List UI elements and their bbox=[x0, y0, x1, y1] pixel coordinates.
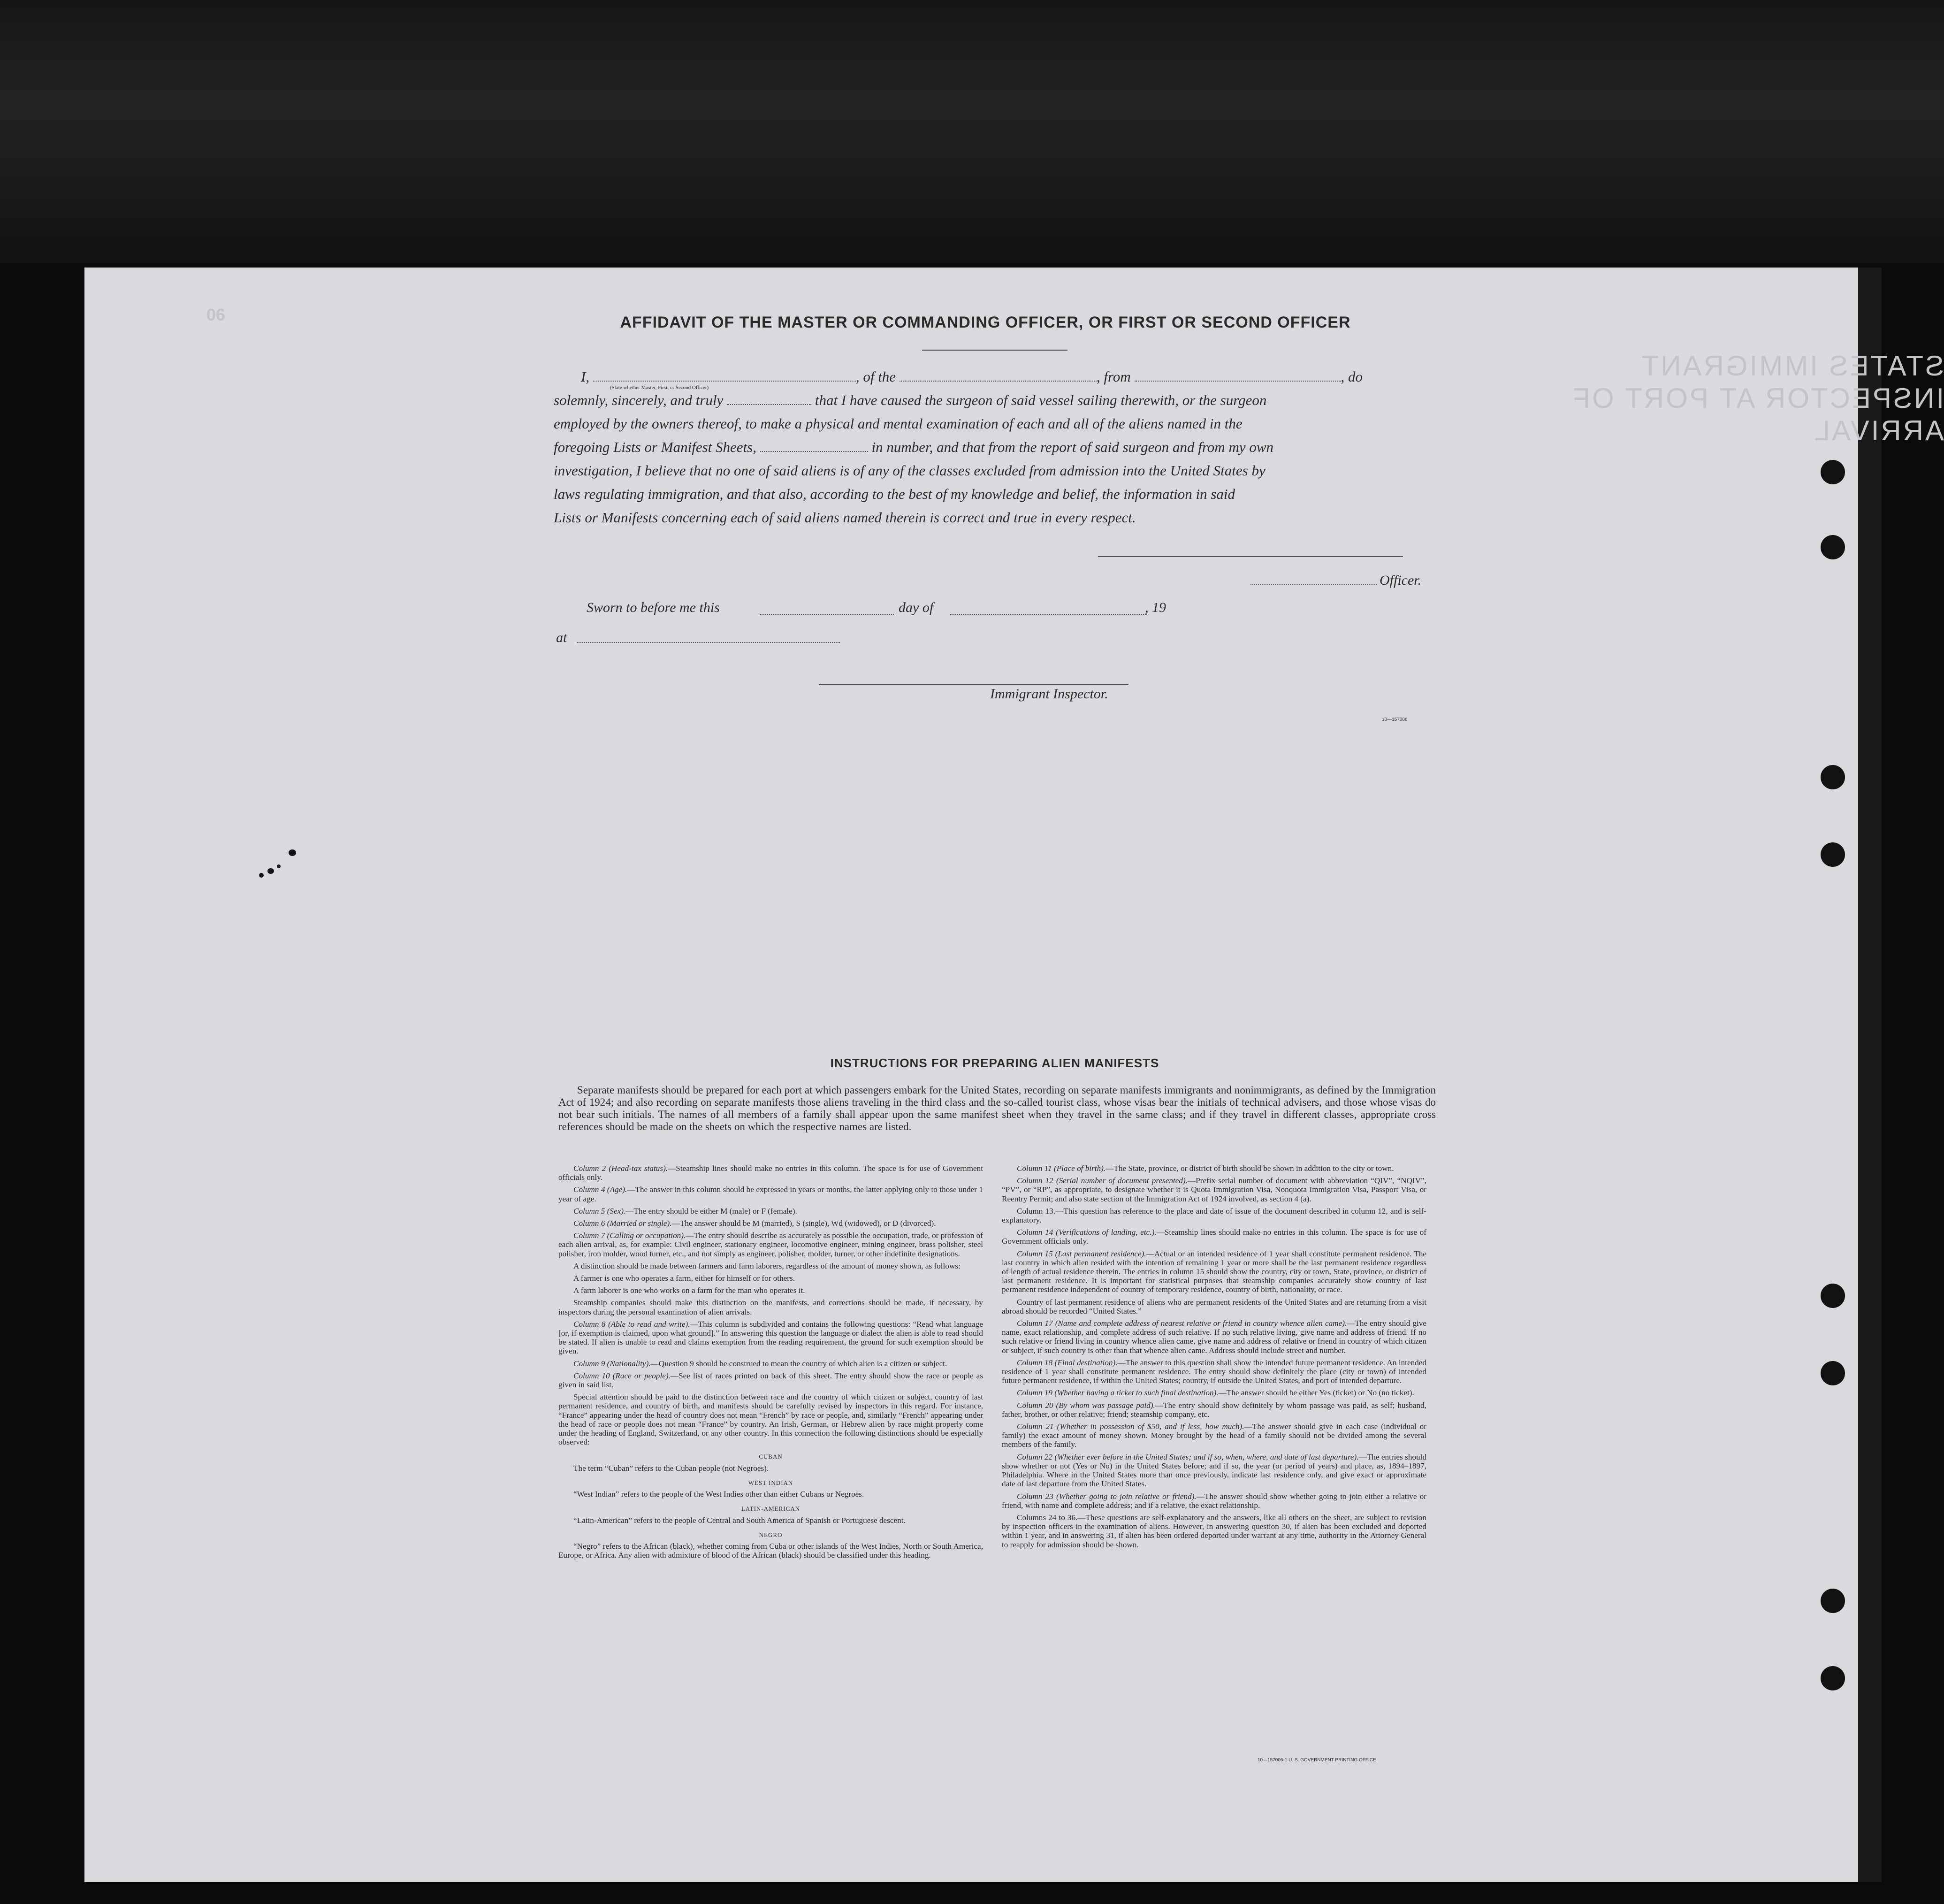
column-text: —The entry should be either M (male) or F (female). bbox=[625, 1206, 797, 1216]
column-6-instruction bbox=[558, 1219, 983, 1228]
column-12-instruction bbox=[1002, 1176, 1426, 1203]
place-blank bbox=[577, 642, 840, 643]
scanner-background bbox=[0, 0, 1944, 263]
instructions-intro: Separate manifests should be prepared for each port at which passengers embark for the United States, recording on separate manifests immigrants and nonimmigrants, as defined by the Immigration Act of 1924; and also recording on separate manifests those aliens traveling in the third class and the so-called tourist class, whose visas bear the initials of technical advisers, and those whose visas do not bear such initials. The names of all members of a family shall appear upon the same manifest sheet when they travel in the same class; and if they travel in different classes, appropriate cross references should be made on the sheets on which the respective names are listed. bbox=[558, 1084, 1436, 1132]
bleed-through-list-number: 06 bbox=[206, 305, 226, 324]
cuban-definition: The term “Cuban” refers to the Cuban people (not Negroes). bbox=[573, 1463, 769, 1473]
column-heading: Column 21 (Whether in possession of $50, and if less, how much). bbox=[1017, 1422, 1244, 1431]
column-13-instruction: Column 13.—This question has reference to the place and date of issue of the document described in column 12, and is self-explanatory. bbox=[1002, 1206, 1426, 1225]
column-23-instruction bbox=[1002, 1492, 1426, 1510]
sheet-count-blank bbox=[760, 441, 868, 452]
column-text: —The answer in this column should be expressed in years or months, the latter applying only to those under 1 year of age. bbox=[558, 1185, 983, 1203]
affidavit-line-6: laws regulating immigration, and that also, according to the best of my knowledge and belief, the information in said bbox=[554, 486, 1235, 502]
latin-american-heading: LATIN-AMERICAN bbox=[741, 1505, 800, 1513]
day-of-label: day of bbox=[899, 600, 934, 615]
officer-rank-hint: (State whether Master, First, or Second Officer) bbox=[610, 385, 709, 390]
affidavit-line-4 bbox=[554, 436, 1436, 459]
column-text: —Question 9 should be construed to mean the country of which alien is a citizen or subject. bbox=[650, 1359, 947, 1368]
page-edge-shadow bbox=[1858, 268, 1882, 1882]
punch-hole bbox=[1821, 765, 1845, 789]
column-heading: Column 10 (Race or people). bbox=[573, 1371, 671, 1380]
officer-label: Officer. bbox=[1380, 573, 1422, 588]
farm-note: A distinction should be made between farmers and farm laborers, regardless of the amount of money shown, as follows: bbox=[573, 1261, 961, 1270]
ink-spot bbox=[259, 873, 264, 878]
column-text: —The entries should show whether or not (Yes or No) in the United States before; and if so, the year (or period of years) and place, as, 1894–1897, Philadelphia. Where in the United States more than once previously, indicate last residence only, and give exact or approximate date of last departure from the United States. bbox=[1002, 1452, 1426, 1489]
column-10-instruction bbox=[558, 1371, 983, 1389]
affidavit-text: foregoing Lists or Manifest Sheets, bbox=[554, 439, 756, 455]
affidavit-text: in number, and that from the report of said surgeon and from my own bbox=[871, 439, 1274, 455]
column-11-instruction bbox=[1002, 1164, 1426, 1173]
column-heading: Column 22 (Whether ever before in the United States; and if so, when, where, and date of last departure). bbox=[1017, 1452, 1359, 1461]
port-from-blank bbox=[1135, 370, 1341, 382]
affidavit-text: , do bbox=[1341, 368, 1363, 385]
officer-rank-blank bbox=[593, 370, 856, 382]
instructions-right-column bbox=[1002, 1164, 1426, 1552]
column-heading: Column 19 (Whether having a ticket to such final destination). bbox=[1017, 1388, 1219, 1398]
affidavit-text: , from bbox=[1096, 368, 1131, 385]
column-5-instruction bbox=[558, 1207, 983, 1216]
punch-hole bbox=[1821, 535, 1845, 559]
farm-note: A farm laborer is one who works on a farm for the man who operates it. bbox=[573, 1286, 805, 1295]
column-heading: Column 18 (Final destination). bbox=[1017, 1358, 1118, 1367]
farm-note: A farmer is one who operates a farm, either for himself or for others. bbox=[573, 1274, 795, 1283]
affidavit-text: I, bbox=[581, 368, 590, 385]
column-19-instruction bbox=[1002, 1388, 1426, 1397]
column-text: —The answer should be either Yes (ticket) or No (no ticket). bbox=[1218, 1388, 1414, 1398]
sworn-label: Sworn to before me this bbox=[587, 600, 720, 615]
negro-definition: “Negro” refers to the African (black), whether coming from Cuba or other islands of the West Indies, North or South America, Europe, or Africa. Any alien with admixture of blood of the African (black) should be classified under this heading. bbox=[558, 1541, 983, 1560]
column-text: —The State, province, or district of birth should be shown in addition to the city or town. bbox=[1105, 1164, 1394, 1173]
instructions-title: INSTRUCTIONS FOR PREPARING ALIEN MANIFESTS bbox=[830, 1056, 1159, 1070]
column-14-instruction bbox=[1002, 1228, 1426, 1246]
column-heading: Column 17 (Name and complete address of nearest relative or friend in country whence alien came). bbox=[1017, 1319, 1347, 1328]
affidavit-line-5: investigation, I believe that no one of said aliens is of any of the classes excluded from admission into the United States by bbox=[554, 462, 1266, 479]
printing-office-footer: 10—157006-1 U. S. GOVERNMENT PRINTING OFFICE bbox=[1258, 1758, 1376, 1763]
punch-hole bbox=[1821, 1284, 1845, 1308]
column-text: —The answer should show whether going to join either a relative or friend, with name and complete address; and if a relative, the exact relationship. bbox=[1002, 1491, 1426, 1510]
column-heading: Column 20 (By whom was passage paid). bbox=[1017, 1400, 1155, 1410]
column-17-instruction bbox=[1002, 1319, 1426, 1355]
sworn-month-blank bbox=[950, 614, 1147, 615]
column-18-instruction bbox=[1002, 1358, 1426, 1385]
punch-hole bbox=[1821, 1666, 1845, 1690]
punch-hole bbox=[1821, 460, 1845, 484]
column-text: —Steamship lines should make no entries in this column. The space is for use of Government officials only. bbox=[1002, 1228, 1426, 1246]
column-text: —The entry should describe as accurately as possible the occupation, trade, or profession of each alien arrival, as, for example: Civil engineer, stationary engineer, locomotive engineer, mining engineer, brass polisher, steel polisher, iron molder, wood turner, etc., and not simply as engineer, polisher, molder, turner, or other indefinite designations. bbox=[558, 1231, 983, 1258]
at-label: at bbox=[556, 630, 567, 645]
column-21-instruction bbox=[1002, 1422, 1426, 1449]
columns-24-36-instruction: Columns 24 to 36.—These questions are self-explanatory and the answers, like all others on the sheet, are subject to revision by inspection officers in the examination of aliens. However, in answering question 30, if alien has been excluded and deported within 1 year, and in answering 31, if alien has been ordered deported under warrant at any time, authority in the Attorney General to reapply for admission should be shown. bbox=[1002, 1513, 1426, 1549]
affidavit-text: that I have caused the surgeon of said vessel sailing therewith, or the surgeon bbox=[815, 392, 1267, 408]
column-heading: Column 5 (Sex). bbox=[573, 1206, 626, 1216]
column-text: —See list of races printed on back of this sheet. The entry should show the race or people as given in said list. bbox=[558, 1371, 983, 1390]
ink-spot bbox=[277, 864, 281, 868]
punch-hole bbox=[1821, 842, 1845, 867]
farm-note: Steamship companies should make this distinction on the manifests, and corrections should be made, if necessary, by inspectors during the personal examination of alien arrivals. bbox=[558, 1298, 983, 1316]
column-8-instruction bbox=[558, 1320, 983, 1356]
column-20-instruction bbox=[1002, 1401, 1426, 1419]
affidavit-line-3: employed by the owners thereof, to make a physical and mental examination of each and all of the aliens named in the bbox=[554, 415, 1243, 432]
column-text: —This column is subdivided and contains the following questions: “Read what language [or, if exemption is claimed, upon what ground].” In answering this question the language or dialect the alien is able to read should be stated. If alien is unable to read and claims exemption from the reading requirement, the ground for such exemption should be given. bbox=[558, 1319, 983, 1356]
bleed-through-header: STATES IMMIGRANT INSPECTOR AT PORT OF ARRIVAL bbox=[1571, 350, 1944, 446]
punch-hole bbox=[1821, 1361, 1845, 1385]
title-rule bbox=[922, 350, 1067, 351]
column-text: —The answer should give in each case (individual or family) the exact amount of money shown. Money brought by the head of a family should not be divided among the several members of the family. bbox=[1002, 1422, 1426, 1449]
punch-hole bbox=[1821, 1589, 1845, 1613]
master-signature-line bbox=[1098, 556, 1403, 557]
form-code: 10—157006 bbox=[1382, 717, 1408, 722]
race-distinction-note: Special attention should be paid to the distinction between race and the country of which citizen or subject, country of last permanent residence, and country of birth, and manifests should be carefully revised by inspectors in this regard. For instance, “France” appearing under the head of country does not mean “French” by race or people, and, similarly “French” appearing under the head of race or people does not mean “France” by country. An Irish, German, or Hebrew alien by race might properly come under the heading of England, Switzerland, or any other country. In this connection the following distinctions should be especially observed: bbox=[558, 1392, 983, 1447]
column-text: —Steamship lines should make no entries in this column. The space is for use of Government officials only. bbox=[558, 1164, 983, 1182]
column-text: —Actual or an intended residence of 1 year shall constitute permanent residence. The last country in which alien resided with the intention of remaining 1 year or more shall be the last permanent residence regardless of length of actual residence therein. The entries in column 15 should show the country, city or town, State, province, or district of last permanent residence. It is important for statistical purposes that steamship companies accurately show country of last permanent residence independent of country of temporary residence, country of birth, nationality, or race. bbox=[1002, 1249, 1426, 1294]
west-indian-definition: “West Indian” refers to the people of the West Indies other than either Cubans or Negroes. bbox=[573, 1490, 864, 1499]
inspector-label: Immigrant Inspector. bbox=[990, 686, 1108, 702]
oath-blank bbox=[727, 394, 811, 405]
column-heading: Column 2 (Head-tax status). bbox=[573, 1164, 668, 1173]
column-4-instruction bbox=[558, 1185, 983, 1203]
column-heading: Column 14 (Verifications of landing, etc.). bbox=[1017, 1228, 1157, 1237]
ink-spot bbox=[267, 868, 274, 874]
column-heading: Column 9 (Nationality). bbox=[573, 1359, 651, 1368]
column-heading: Column 11 (Place of birth). bbox=[1017, 1164, 1106, 1173]
affidavit-line-2 bbox=[554, 389, 1436, 412]
sworn-day-blank bbox=[760, 614, 894, 615]
cuban-heading: CUBAN bbox=[759, 1453, 783, 1460]
column-heading: Column 4 (Age). bbox=[573, 1185, 627, 1194]
column-text: —The entry should show definitely by whom passage was paid, as self; husband, father, brother, or other relative; friend; steamship company, etc. bbox=[1002, 1400, 1426, 1419]
column-text: —The answer should be M (married), S (single), Wd (widowed), or D (divorced). bbox=[671, 1219, 936, 1228]
west-indian-heading: WEST INDIAN bbox=[748, 1479, 793, 1486]
column-heading: Column 8 (Able to read and write). bbox=[573, 1319, 690, 1329]
column-heading: Column 15 (Last permanent residence). bbox=[1017, 1249, 1146, 1258]
column-text: —The entry should give name, exact relationship, and complete address of such relative. If no such relative living, give name and address of friend. If no such relative or friend living in country whence alien came, give name and address of relative or friend in country of which citizen or subject, if such country is other than that whence alien came. Address should include street and number. bbox=[1002, 1319, 1426, 1355]
latin-american-definition: “Latin-American” refers to the people of Central and South America of Spanish or Portuguese descent. bbox=[573, 1515, 906, 1525]
column-9-instruction bbox=[558, 1359, 983, 1368]
column-22-instruction bbox=[1002, 1453, 1426, 1489]
column-heading: Column 23 (Whether going to join relative or friend). bbox=[1017, 1491, 1197, 1501]
inspector-signature-line bbox=[819, 684, 1128, 685]
affidavit-text: solemnly, sincerely, and truly bbox=[554, 392, 724, 408]
column-2-instruction bbox=[558, 1164, 983, 1182]
column-15-note: Country of last permanent residence of aliens who are permanent residents of the United States and are returning from a visit abroad should be recorded “United States.” bbox=[1002, 1297, 1426, 1315]
column-heading: Column 6 (Married or single). bbox=[573, 1219, 672, 1228]
column-text: —The answer to this question shall show the intended future permanent residence. An intended residence of 1 year shall constitute permanent residence. The entry should show definitely the place (city or town) of intended future permanent residence, if within the United States; country, if outside the United States, and port of intended departure. bbox=[1002, 1358, 1426, 1385]
ink-spot bbox=[289, 849, 296, 856]
affidavit-title: AFFIDAVIT OF THE MASTER OR COMMANDING OFFICER, OR FIRST OR SECOND OFFICER bbox=[620, 314, 1351, 331]
column-heading: Column 7 (Calling or occupation). bbox=[573, 1231, 686, 1240]
column-text: —Prefix serial number of document with abbreviation “QIV”, “NQIV”, “PV”, or “RP”, as appropriate, to designate whether it is Quota Immigration Visa, Nonquota Immigration Visa, Passport Visa, or Reentry Permit; and also state section of the Immigration Act of 1924 involved, as section 4 (a). bbox=[1002, 1176, 1426, 1203]
officer-rank-signature-line bbox=[1250, 584, 1377, 585]
column-heading: Column 12 (Serial number of document presented). bbox=[1017, 1176, 1188, 1185]
negro-heading: NEGRO bbox=[759, 1531, 783, 1538]
column-15-instruction bbox=[1002, 1249, 1426, 1294]
affidavit-line-7: Lists or Manifests concerning each of said aliens named therein is correct and true in every respect. bbox=[554, 509, 1136, 526]
instructions-left-column bbox=[558, 1164, 983, 1563]
affidavit-text: , of the bbox=[855, 368, 896, 385]
column-7-instruction bbox=[558, 1231, 983, 1258]
vessel-name-blank bbox=[900, 370, 1097, 382]
year-label: , 19 bbox=[1145, 600, 1166, 615]
